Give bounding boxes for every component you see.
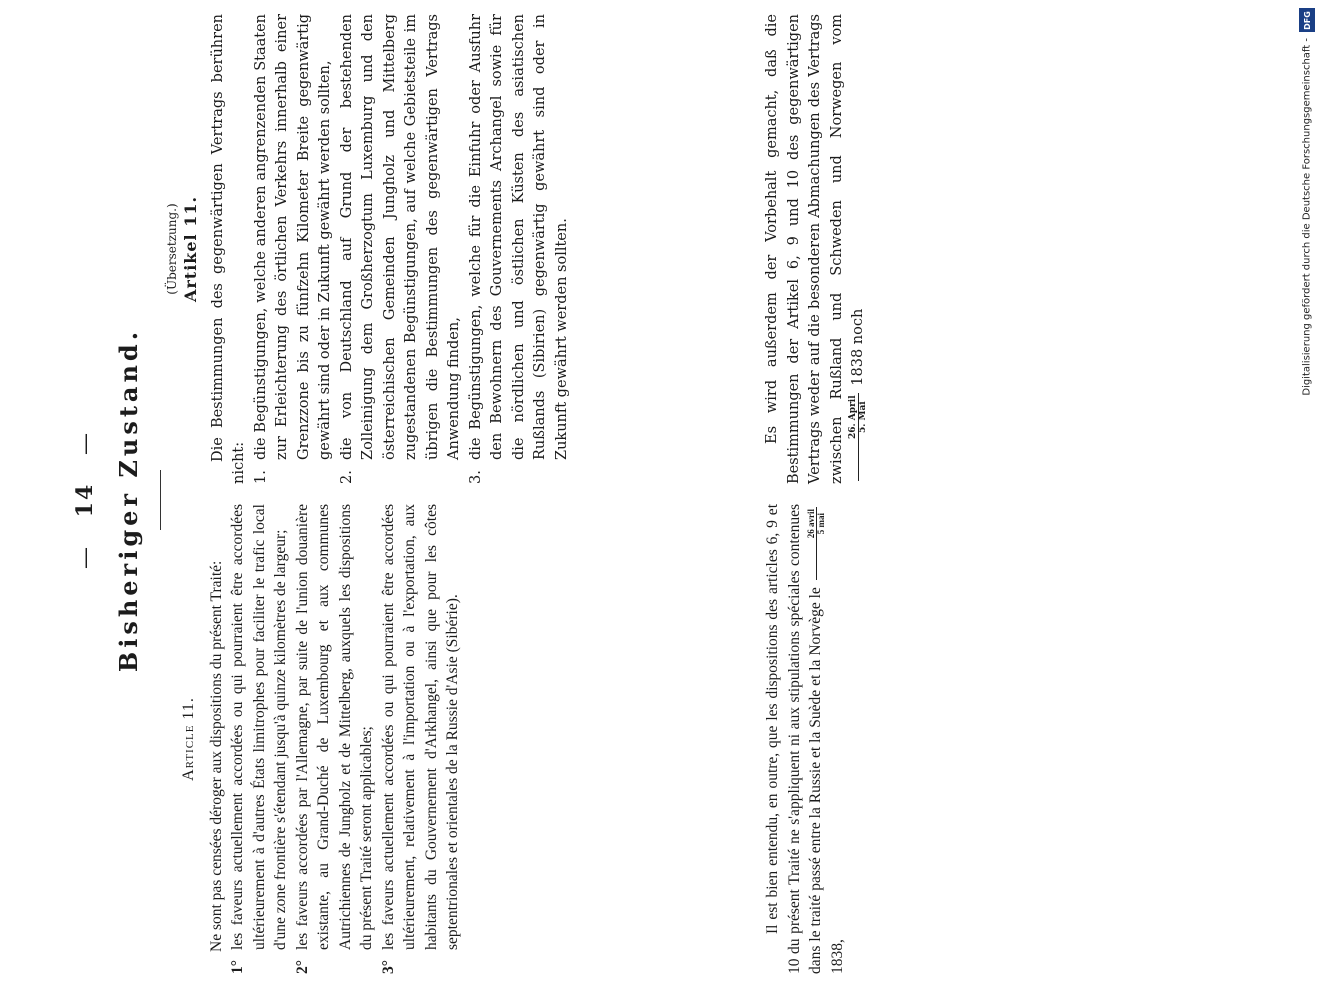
french-second-before: Il est bien entendu, en outre, que les dispositions des articles 6, 9 et 10 du présent Traité ne s'appliquent ni aux stipulations spéciales contenues dans le traité passé entre la Russie et la Suède et la Norvège le xyxy=(764,504,824,974)
german-item-number: 2. xyxy=(338,470,355,484)
page-dash-left: — xyxy=(73,544,98,569)
german-column xyxy=(164,14,573,484)
french-item-text: les faveurs accordées par l'Allemagne, par suite de l'union douanière existante, au Grand-Duché de Luxembourg et aux communes Autrichiennes de Jungholz et de Mittelberg, auxquels les dispositions du présent Traité seront applicables; xyxy=(293,504,375,950)
page-title: Bisheriger Zustand. xyxy=(114,327,143,673)
french-item xyxy=(378,504,464,974)
credit-text: Digitalisierung gefördert durch die Deutsche Forschungsgemeinschaft - xyxy=(1301,38,1313,396)
german-item-number: 1. xyxy=(252,470,269,484)
french-date-top: 26 avril xyxy=(807,507,817,580)
french-second-after: 1838, xyxy=(828,939,846,974)
page-dash-right: — xyxy=(73,431,98,456)
german-item xyxy=(251,14,337,484)
french-item-text: les faveurs actuellement accordées ou qui pourraient être accordées ultérieurement à d'autres États limitrophes pour faciliter le trafic local d'une zone frontière s'étendant jusqu'à quinze kilomètres de largeur; xyxy=(229,504,289,950)
french-item-number: 2° xyxy=(293,960,311,974)
french-second-text xyxy=(762,504,848,974)
french-article-heading: Article 11. xyxy=(180,697,197,781)
french-item xyxy=(292,504,378,974)
german-item-text: die von Deutschland auf Grund der bestehenden Zolleinigung dem Großherzogtum Luxemburg und den österreichischen Gemeinden Jungholz und Mittelberg zugestandenen Begünstigungen, auf welche Gebietsteile im übrigen die Bestimmungen des gegenwärtigen Vertrags Anwendung finden, xyxy=(338,14,462,460)
french-item-number: 1° xyxy=(229,960,246,974)
german-item-text: die Begünstigungen, welche anderen angrenzenden Staaten zur Erleichterung des örtlichen Verkehrs innerhalb einer Grenzzone bis zu fünfzehn Kilometer Breite gegenwärtig gewährt sind oder in Zukunft gewährt werden sollten, xyxy=(252,14,333,460)
dfg-logo-text: DFG xyxy=(1302,10,1312,30)
german-item-number: 3. xyxy=(467,470,484,484)
french-date-bottom: 5 mai xyxy=(815,512,826,535)
german-date-bottom: 5. Mai xyxy=(857,401,868,434)
scanned-page xyxy=(72,0,1252,1000)
german-intro: Die Bestimmungen des gegenwärtigen Vertrags berühren nicht: xyxy=(209,14,247,484)
dfg-logo-icon xyxy=(1299,8,1315,32)
german-item xyxy=(337,14,466,484)
german-item-text: die Begünstigungen, welche für die Einfuhr oder Ausfuhr den Bewohnern des Gouvernements Archangel sowie für die nördlichen und östlichen Küsten des asiatischen Rußlands (Sibirien) gegenwärtig gewährt sind oder in Zukunft gewährt werden sollten. xyxy=(467,14,570,460)
german-second-before: Es wird außerdem der Vorbehalt gemacht, daß die Bestimmungen der Artikel 6, 9 und 10 des gegenwärtigen Vertrags weder auf die besonderen Abmachungen des Vertrags zwischen Rußland und Schweden und Norwegen vom xyxy=(764,14,845,484)
french-item-number: 3° xyxy=(379,960,397,974)
french-item-text: les faveurs actuellement accordées ou qui pourraient être accordées ultérieurement, relativement à l'importation ou à l'exportation, aux habitants du Gouvernement d'Arkhangel, ainsi que pour les côtes septentrionales et orientales de la Russie d'Asie (Sibérie). xyxy=(379,504,461,950)
french-column xyxy=(164,504,464,974)
german-item xyxy=(466,14,574,484)
german-date-fraction xyxy=(849,393,868,481)
french-second-paragraph xyxy=(762,504,848,974)
german-article-heading: Artikel 11. xyxy=(181,195,200,303)
french-item xyxy=(227,504,292,974)
page-number-header xyxy=(72,0,98,1000)
french-date-fraction xyxy=(807,507,826,580)
german-second-paragraph xyxy=(762,14,870,484)
french-intro: Ne sont pas censées déroger aux dispositions du présent Traité: xyxy=(207,560,225,952)
german-translation-note: (Übersetzung.) xyxy=(165,203,179,295)
german-second-after: 1838 noch xyxy=(850,308,866,386)
title-rule xyxy=(160,470,161,530)
german-second-text xyxy=(762,14,870,484)
german-date-top: 26. April xyxy=(849,393,859,481)
digitization-credit xyxy=(1296,8,1318,408)
page-number: 14 xyxy=(72,482,98,518)
